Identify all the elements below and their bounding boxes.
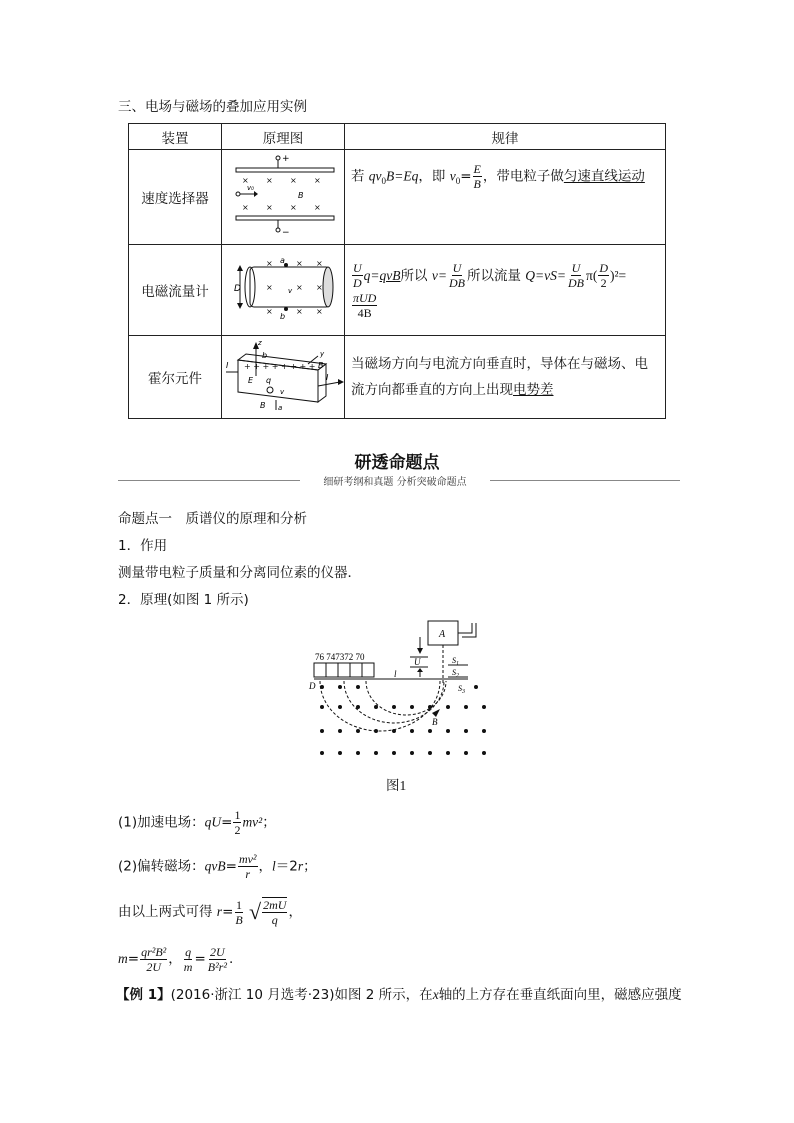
- rule-text: $\frac{U}{D}$ q=qvB所以 v= $\frac{U}{DB}$ 所以流量 Q=vS= $\frac{U}{DB}$ π( $\frac{D}{2}$ )²=: [353, 261, 627, 290]
- svg-text:×: ×: [314, 176, 321, 185]
- header-device: 装置: [129, 124, 222, 150]
- flowmeter-diagram: [222, 245, 344, 331]
- svg-text:×: ×: [316, 307, 323, 316]
- svg-text:×: ×: [266, 307, 273, 316]
- section-title: 三、电场与磁场的叠加应用实例: [118, 99, 307, 115]
- point-heading: 命题点一 质谱仪的原理和分析: [118, 511, 307, 527]
- fig-b-label: B: [432, 717, 438, 727]
- device-name: 速度选择器: [129, 150, 222, 245]
- v0-label: v₀: [247, 184, 254, 192]
- svg-text:×: ×: [296, 283, 303, 292]
- q-label: q: [266, 376, 272, 385]
- z-label: z: [258, 339, 262, 347]
- example-1: 【例 1】(2016·浙江 10 月选考·23)如图 2 所示，在x轴的上方存在垂直纸面向里，磁感应强度: [116, 987, 682, 1003]
- d-label: D: [234, 284, 241, 294]
- banner-title: 研透命题点: [354, 453, 440, 473]
- svg-text:×: ×: [316, 283, 323, 292]
- svg-text:×: ×: [266, 283, 273, 292]
- hall-field-label: B: [318, 361, 324, 370]
- rule-cell: [345, 150, 666, 245]
- svg-text:+ + + + + + + +: + + + + + + + +: [244, 362, 316, 371]
- b-field-label: B: [298, 191, 304, 200]
- diagram-cell: [222, 245, 345, 336]
- v-label: v: [288, 287, 293, 295]
- banner-subtitle: 细研考纲和真题 分析突破命题点: [323, 477, 467, 488]
- velocity-selector-diagram: [222, 150, 344, 240]
- fig-u-label: U: [414, 657, 421, 667]
- fig-a-label: A: [439, 629, 446, 640]
- current-out-label: I: [326, 373, 329, 382]
- fig-s3-label: $S_3$: [458, 684, 465, 695]
- device-name: 电磁流量计: [129, 245, 222, 336]
- figure-caption: 图1: [386, 778, 407, 793]
- fig-s1-label: $S_1$: [452, 656, 459, 667]
- item-2-heading: 2．原理(如图 1 所示): [118, 592, 249, 608]
- header-rule: 规律: [345, 124, 666, 150]
- diagram-cell: [222, 150, 345, 245]
- minus-label: −: [282, 228, 290, 238]
- hall-b2-label: B: [260, 401, 266, 410]
- svg-text:×: ×: [314, 203, 321, 212]
- table-header-row: [129, 124, 666, 150]
- equation-1: (1)加速电场：qU= $\frac{1}{2}$ mv²；: [118, 808, 276, 837]
- b-label: b: [280, 312, 286, 321]
- fig-s2-label: $S_2$: [452, 668, 459, 679]
- mass-spectrometer-figure: [300, 615, 500, 765]
- field-dots: [320, 685, 486, 755]
- rule-line-2: 流方向都垂直的方向上出现电势差: [351, 382, 554, 398]
- svg-text:×: ×: [266, 203, 273, 212]
- svg-text:×: ×: [242, 176, 249, 185]
- item-1-text: 测量带电粒子质量和分离同位素的仪器．: [118, 565, 361, 581]
- equation-3: 由以上两式可得 r= $\frac{1}{B}$ √ $\frac{2mU}{q}$ ，: [118, 897, 302, 927]
- svg-text:×: ×: [290, 203, 297, 212]
- example-tag: 【例 1】: [116, 987, 171, 1003]
- rule-text: 若 $qv_0B=Eq$，即 $v_0=$ $\frac{E}{B}$ ，带电粒子做匀速直线运动: [351, 162, 645, 192]
- header-diagram: 原理图: [222, 124, 345, 150]
- svg-text:×: ×: [296, 307, 303, 316]
- item-1-heading: 1．作用: [118, 538, 168, 554]
- svg-text:×: ×: [316, 259, 323, 268]
- banner-right-line: [490, 480, 680, 481]
- table-row: [129, 150, 666, 245]
- hall-element-diagram: [222, 336, 344, 414]
- diagram-cell: [222, 336, 345, 419]
- svg-text:×: ×: [242, 203, 249, 212]
- current-in-label: I: [226, 361, 229, 370]
- fig-d-label: D: [309, 681, 316, 691]
- fraction-piud-over-4b: $\frac{\text{πUD}}{4B}$: [353, 290, 377, 320]
- device-name: 霍尔元件: [129, 336, 222, 419]
- banner-left-line: [118, 480, 300, 481]
- y-label: y: [320, 350, 325, 358]
- svg-text:×: ×: [290, 176, 297, 185]
- svg-text:×: ×: [266, 176, 273, 185]
- fraction-e-over-b: $\frac{E}{B}$: [473, 162, 481, 192]
- svg-text:×: ×: [266, 259, 273, 268]
- plus-label: +: [282, 154, 290, 164]
- rule-cell: [345, 336, 666, 419]
- hall-v-label: v: [280, 388, 285, 396]
- table-row: [129, 336, 666, 419]
- fig-l-label: l: [394, 669, 397, 679]
- rule-line-1: 当磁场方向与电流方向垂直时，导体在与磁场、电: [351, 356, 648, 372]
- fig-scale-label: 76 747372 70: [315, 652, 365, 662]
- rules-table: [128, 123, 666, 419]
- svg-text:×: ×: [296, 259, 303, 268]
- equation-4: m= $\frac{\text{qr²B²}}{2U}$ ， $\frac{q}{m}$ = $\frac{2U}{\text{B²r²}}$ .: [118, 944, 234, 974]
- e-label: E: [248, 376, 254, 385]
- sqrt-sign: √: [249, 899, 262, 924]
- a-label: a: [280, 256, 285, 265]
- table-row: [129, 245, 666, 336]
- hall-a-label: a: [278, 404, 283, 412]
- rule-cell: [345, 245, 666, 336]
- hall-b-label: b: [262, 351, 268, 360]
- equation-2: (2)偏转磁场：qvB= $\frac{\text{mv²}}{r}$ ，l＝2r；: [118, 852, 317, 881]
